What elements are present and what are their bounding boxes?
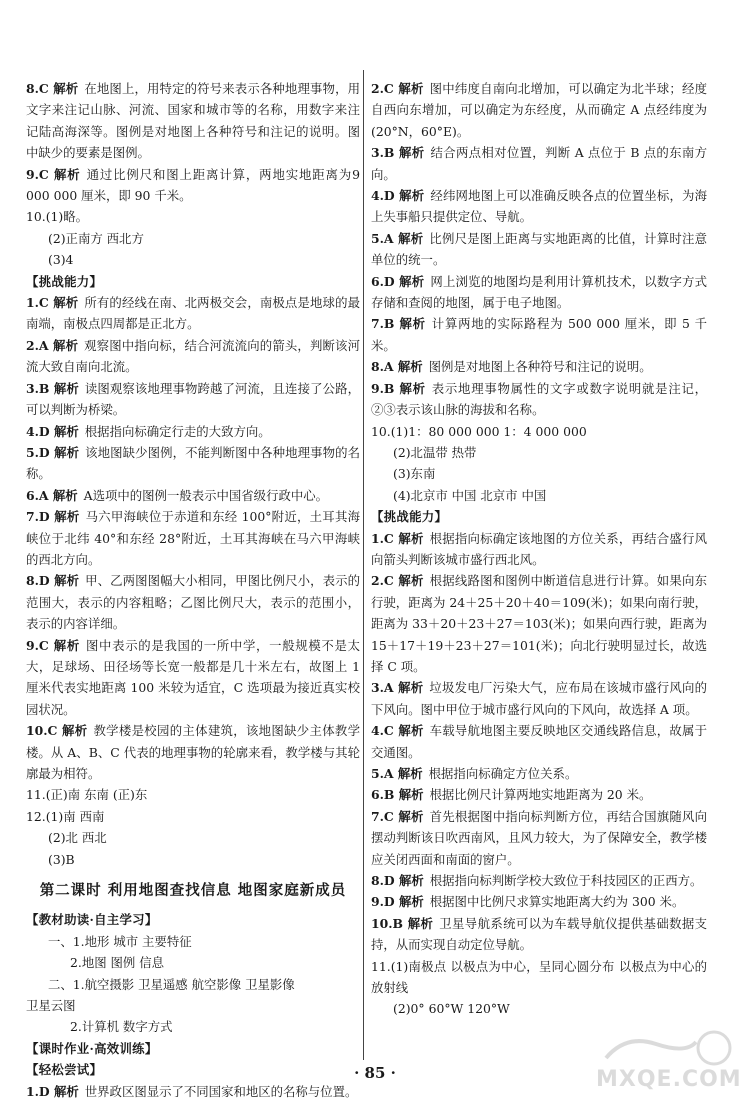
answer-item (371, 570, 707, 677)
answer-item (371, 870, 707, 891)
answer-text: 根据线路图和图例中断道信息进行计算。如果向东行驶，距离为 24＋25＋20＋40＝109(米)；如果向南行驶，距离为 33＋20＋23＋27＝103(米)；如果向西行驶，距离为 15＋17＋19＋23＋27＝101(米)；向北行驶明显过长，故选择 C 项。 (371, 573, 707, 674)
answer-item (371, 356, 707, 377)
answer-subitem: 2.计算机 数字方式 (70, 1019, 173, 1035)
answer-text: 图中表示的是我国的一所中学，一般规模不是太大，足球场、田径场等长宽一般都是几十米左右，故图上 1 厘米代表实地距离 100 米较为适宜，C 选项最为接近真实校园状况。 (26, 637, 360, 717)
answer-label: 8.D 解析 (26, 573, 80, 589)
answer-label: 4.D 解析 (371, 188, 425, 204)
watermark (596, 1030, 742, 1092)
answer-subitem: (3)东南 (393, 466, 436, 482)
answer-subitem: (2)北温带 热带 (393, 444, 477, 460)
left-column (26, 78, 360, 1102)
answer-text: 读图观察该地理事物跨越了河流，且连接了公路，可以判断为桥梁。 (26, 380, 360, 418)
answer-item (371, 913, 707, 956)
answer-label: 5.A 解析 (371, 766, 423, 781)
answer-text: 在地图上，用特定的符号来表示各种地理事物，用文字来注记山脉、河流、国家和城市等的名称，用数字来注记陆高海深等。图例是对地图上各种符号和注记的说明。图中缺少的要素是图例。 (26, 81, 360, 161)
page-number: · 85 · (354, 1064, 396, 1082)
answer-item (371, 677, 707, 720)
answer-label: 8.D 解析 (371, 873, 424, 889)
answer-item (371, 142, 707, 185)
answer-label: 1.C 解析 (26, 295, 79, 311)
answer-subitem: (2)正南方 西北方 (48, 230, 144, 246)
answer-label: 5.D 解析 (26, 444, 80, 460)
answer-label: 9.D 解析 (371, 894, 424, 910)
answer-label: 9.B 解析 (371, 380, 426, 396)
answer-item (26, 164, 360, 207)
answer-label: 6.D 解析 (371, 273, 425, 289)
answer-item: 11.(正)南 东南 (正)东 (26, 787, 148, 803)
watermark-text: MXQE.COM (596, 1067, 742, 1092)
answer-item (26, 421, 360, 442)
section-heading: 【轻松尝试】 (26, 1062, 103, 1078)
section-heading: 【挑战能力】 (26, 273, 103, 289)
answer-item: 10.(1)1：80 000 000 1：4 000 000 (371, 423, 587, 439)
answer-text: 马六甲海峡位于赤道和东经 100°附近，土耳其海峡位于北纬 40°和东经 28°附近，土耳其海峡在马六甲海峡的西北方向。 (26, 509, 360, 567)
answer-item (26, 335, 360, 378)
answer-text: 网上浏览的地图均是利用计算机技术，以数字方式存储和查阅的地图，属于电子地图。 (371, 273, 707, 311)
answer-text: 垃圾发电厂污染大气，应布局在该城市盛行风向的下风向。图中甲位于城市盛行风向的下风向，故选择 A 项。 (371, 680, 707, 717)
answer-subitem: (3)4 (48, 252, 74, 268)
answer-label: 8.C 解析 (26, 81, 79, 96)
answer-label: 7.D 解析 (26, 509, 80, 525)
answer-item (371, 78, 707, 142)
answer-text: 根据指向标确定该地图的方位关系，再结合盛行风向箭头判断该城市盛行西北风。 (371, 530, 707, 567)
answer-item (371, 378, 707, 421)
answer-text: 通过比例尺和图上距离计算，两地实地距离为9 000 000 厘米，即 90 千米。 (26, 166, 360, 204)
answer-item (26, 378, 360, 421)
answer-text: 教学楼是校园的主体建筑，该地图缺少主体教学楼。从 A、B、C 代表的地理事物的轮廓来看，教学楼与其轮廓最为相符。 (26, 723, 361, 781)
answer-label: 7.B 解析 (371, 316, 426, 332)
section-heading: 【课时作业·高效训练】 (26, 1040, 158, 1056)
answer-subitem: (4)北京市 中国 北京市 中国 (393, 487, 547, 503)
answer-label: 3.B 解析 (371, 145, 425, 161)
answer-text: 世界政区图显示了不同国家和地区的名称与位置。 (84, 1083, 358, 1099)
answer-label: 7.C 解析 (371, 808, 424, 824)
answer-label: 9.C 解析 (26, 637, 80, 653)
answer-label: 2.C 解析 (371, 573, 424, 589)
answer-text: 首先根据图中指向标判断方位，再结合国旗随风向摆动判断该日吹西南风，且风力较大，为了保障安全，教学楼应关闭西面和南面的窗户。 (371, 808, 707, 867)
answer-item (26, 720, 360, 784)
answer-label: 5.A 解析 (371, 230, 424, 246)
answer-text: 比例尺是图上距离与实地距离的比值，计算时注意单位的统一。 (371, 230, 707, 268)
answer-item (26, 442, 360, 485)
column-divider (363, 70, 364, 1060)
answer-text: 该地图缺少图例，不能判断图中各种地理事物的名称。 (26, 444, 360, 482)
answer-label: 4.D 解析 (26, 423, 79, 439)
answer-item (26, 570, 360, 634)
answer-item (26, 635, 360, 721)
answer-subitem: (3)B (48, 851, 75, 867)
answer-subitem: 二、1.航空摄影 卫星遥感 航空影像 卫星影像 (48, 976, 295, 992)
answer-text: 观察图中指向标，结合河流流向的箭头，判断该河流大致自南向北流。 (26, 337, 360, 375)
answer-item (371, 313, 707, 356)
answer-subitem: (2)0° 60°W 120°W (393, 1001, 510, 1017)
answer-item (26, 506, 360, 570)
answer-label: 4.C 解析 (371, 723, 424, 739)
answer-text: 图例是对地图上各种符号和注记的说明。 (428, 359, 652, 375)
answer-label: 9.C 解析 (26, 166, 81, 182)
answer-item (371, 806, 707, 870)
answer-item (371, 763, 707, 784)
answer-subitem: 2.地图 图例 信息 (70, 955, 165, 971)
answer-item: 11.(1)南极点 以极点为中心，呈同心圆分布 以极点为中心的放射线 (371, 958, 707, 996)
answer-item (26, 292, 360, 335)
answer-item (26, 485, 360, 506)
answer-item: 12.(1)南 西南 (26, 808, 105, 824)
answer-text: 根据指向标判断学校大致位于科技园区的正西方。 (429, 873, 703, 889)
watermark-logo-icon (596, 1030, 736, 1070)
answer-item (371, 784, 707, 805)
answer-item (26, 78, 360, 164)
answer-text: 根据图中比例尺求算实地距离大约为 300 米。 (429, 894, 685, 910)
answer-text: 根据指向标确定行走的大致方向。 (84, 423, 271, 439)
answer-label: 6.A 解析 (26, 487, 78, 503)
answer-text: 经纬网地图上可以准确反映各点的位置坐标，为海上失事船只提供定位、导航。 (371, 188, 707, 225)
answer-item (371, 185, 707, 228)
right-column (371, 78, 707, 1020)
answer-subitem: 一、1.地形 城市 主要特征 (48, 933, 192, 949)
answer-text: 卫星导航系统可以为车载导航仪提供基础数据支持，从而实现自动定位导航。 (371, 915, 708, 953)
answer-item (371, 528, 707, 571)
answer-label: 10.B 解析 (371, 915, 434, 931)
answer-item (371, 271, 707, 314)
answer-text: 图中纬度自南向北增加，可以确定为北半球；经度自西向东增加，可以确定为东经度，从而确定 A 点经纬度为(20°N，60°E)。 (371, 81, 707, 139)
answer-label: 2.C 解析 (371, 81, 424, 96)
answer-label: 3.A 解析 (371, 680, 424, 696)
answer-subitem: 卫星云图 (26, 998, 76, 1014)
answer-item (26, 1081, 360, 1102)
answer-item (371, 891, 707, 912)
answer-item (371, 228, 707, 271)
answer-text: A选项中的图例一般表示中国省级行政中心。 (83, 487, 329, 503)
section-heading: 【挑战能力】 (371, 509, 448, 525)
answer-label: 2.A 解析 (26, 337, 79, 353)
lesson-title: 第二课时 利用地图查找信息 地图家庭新成员 (39, 882, 347, 900)
answer-text: 根据比例尺计算两地实地距离为 20 米。 (429, 787, 652, 803)
answer-label: 1.D 解析 (26, 1083, 79, 1099)
answer-label: 8.A 解析 (371, 359, 423, 375)
answer-text: 根据指向标确定方位关系。 (428, 766, 578, 781)
answer-label: 1.C 解析 (371, 530, 424, 546)
answer-label: 6.B 解析 (371, 787, 424, 803)
answer-text: 计算两地的实际路程为 500 000 厘米，即 5 千米。 (371, 316, 707, 353)
section-heading: 【教材助读·自主学习】 (26, 912, 158, 928)
answer-label: 10.C 解析 (26, 723, 88, 739)
answer-text: 所有的经线在南、北两极交会，南极点是地球的最南端，南极点四周都是正北方。 (26, 295, 360, 332)
answer-text: 甲、乙两图图幅大小相同，甲图比例尺小，表示的范围大，表示的内容粗略；乙图比例尺大，表示的范围小，表示的内容详细。 (26, 573, 360, 632)
answer-text: 结合两点相对位置，判断 A 点位于 B 点的东南方向。 (371, 145, 707, 182)
answer-item: 10.(1)略。 (26, 209, 89, 225)
answer-text: 车载导航地图主要反映地区交通线路信息，故属于交通图。 (371, 723, 707, 760)
answer-subitem: (2)北 西北 (48, 830, 107, 846)
answer-label: 3.B 解析 (26, 380, 79, 396)
answer-text: 表示地理事物属性的文字或数字说明就是注记，②③表示该山脉的海拔和名称。 (371, 380, 707, 418)
answer-item (371, 720, 707, 763)
